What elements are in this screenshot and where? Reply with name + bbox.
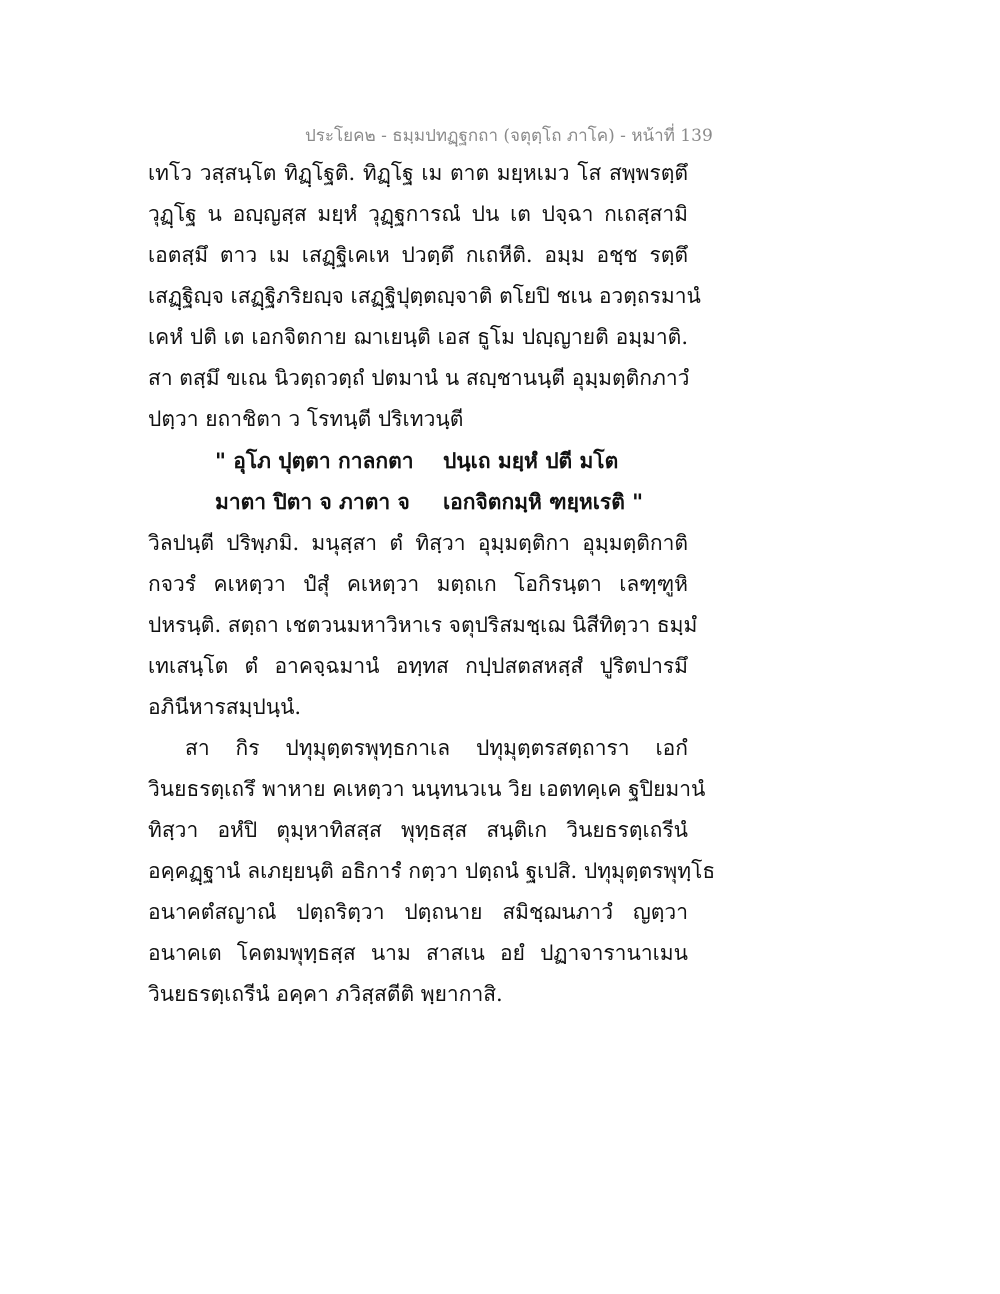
text-line: อคฺคฏฺฐานํ ลเภยฺยนฺติ อธิการํ กตฺวา ปตฺถนํ ฐเปสิ. ปทุมุตฺตรพุทฺโธ xyxy=(148,859,716,883)
text-line: วินยธรตฺเถรึ พาหาย คเหตฺวา นนฺทนวเน วิย เอตทคฺเค ฐปิยมานํ xyxy=(148,777,706,801)
verse-line-1-right: ปนฺเถ มยฺหํ ปตี มโต xyxy=(443,448,619,473)
text-line: สา กิร ปทุมุตฺตรพุทฺธกาเล ปทุมุตฺตรสตฺถารา เอกํ xyxy=(185,736,688,760)
text-line: สา ตสฺมึ ขเณ นิวตฺถวตฺถํ ปตมานํ น สญฺชานนฺตี อุมฺมตฺติกภาวํ xyxy=(148,366,690,390)
text-line: อนาคตํสญาณํ ปตฺถริตฺวา ปตฺถนาย สมิชฺฌนภาวํ ญตฺวา xyxy=(148,900,688,924)
text-line: เคหํ ปติ เต เอกจิตกาย ฌาเยนฺติ เอส ธูโม ปญฺญายติ อมฺมาติ. xyxy=(148,325,688,349)
verse-line-1-left: " อุโภ ปุตฺตา กาลกตา xyxy=(215,448,414,473)
text-line: เทเสนฺโต ตํ อาคจฺฉมานํ อทฺทส กปฺปสตสหสฺสํ ปูริตปารมึ xyxy=(148,654,688,678)
verse-line-2-right: เอกจิตกมฺหิ ฑยฺหเรติ " xyxy=(443,489,644,514)
text-line: วิลปนฺตี ปริพฺภมิ. มนุสฺสา ตํ ทิสฺวา อุมฺมตฺติกา อุมฺมตฺติกาติ xyxy=(148,531,688,555)
text-line: เทโว วสฺสนฺโต ทิฏฺโฐติ. ทิฏฺโฐ เม ตาต มยฺหเมว โส สพฺพรตฺตึ xyxy=(148,161,688,185)
text-line: วินยธรตฺเถรีนํ อคฺคา ภวิสฺสตีติ พฺยากาสิ. xyxy=(148,982,503,1006)
verse-line-2-left: มาตา ปิตา จ ภาตา จ xyxy=(215,489,410,514)
text-line: อภินีหารสมฺปนฺนํ. xyxy=(148,695,302,719)
text-line: ทิสฺวา อหํปิ ตุมฺหาทิสสฺส พุทฺธสฺส สนฺติเก วินยธรตฺเถรีนํ xyxy=(148,818,688,842)
page-header: ประโยค๒ - ธมฺมปทฏฺฐกถา (จตุตฺโถ ภาโค) - หน้าที่ 139 xyxy=(305,126,713,146)
text-line: อนาคเต โคตมพุทฺธสฺส นาม สาสเน อยํ ปฏาจารานาเมน xyxy=(148,941,688,965)
text-line: วุฏฺโฐ น อญฺญสฺส มยฺหํ วุฏฺฐการณํ ปน เต ปจฺฉา กเถสฺสามิ xyxy=(148,202,688,226)
text-line: เสฏฺฐิญฺจ เสฏฺฐิภริยญฺจ เสฏฺฐิปุตฺตญฺจาติ ตโยปิ ชเน อวตฺถรมานํ xyxy=(148,284,701,308)
text-line: กจวรํ คเหตฺวา ปํสุํ คเหตฺวา มตฺถเก โอกิรนฺตา เลฑฺฑูหิ xyxy=(148,572,688,596)
text-line: ปหรนฺติ. สตฺถา เชตวนมหาวิหาเร จตุปริสมชฺเฌ นิสีทิตฺวา ธมฺมํ xyxy=(148,613,698,637)
text-line: ปตฺวา ยถาชิตา ว โรทนฺตี ปริเทวนฺตี xyxy=(148,407,464,431)
text-line: เอตสฺมึ ตาว เม เสฏฺฐิเคเห ปวตฺตึ กเถหีติ. อมฺม อชฺช รตฺตึ xyxy=(148,243,688,267)
